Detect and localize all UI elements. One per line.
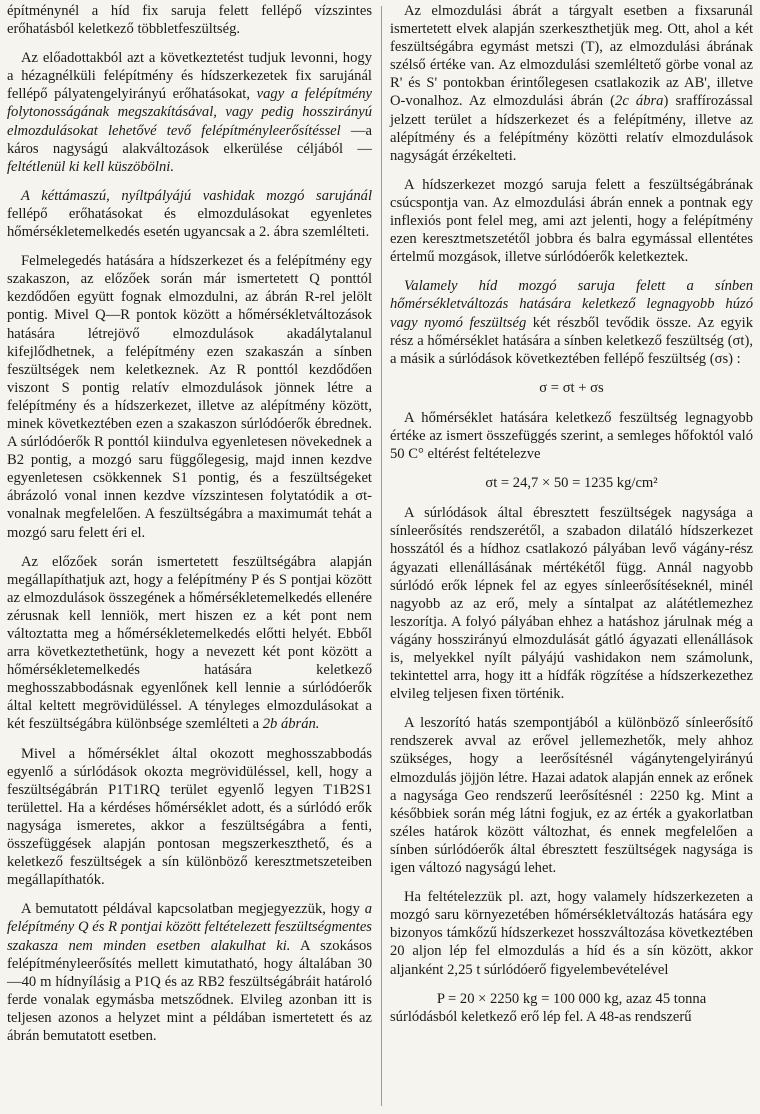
- left-column: [7, 2, 372, 1056]
- text-span: fellépő erőhatásokat és elmozdulásokat egyenletes hőmérsékletemelkedés esetén ugyancsak a 2. ábra szemlélteti.: [7, 205, 372, 241]
- text-span: —a káros nagyságú alakváltozások elkerülése céljából —: [7, 122, 372, 157]
- right-column: [390, 2, 753, 1037]
- formula: σ = σt + σs: [539, 379, 604, 396]
- paragraph: Mivel a hőmérséklet által okozott meghosszabbodás egyenlő a súrlódások okozta megrövidüléssel, kell, hogy a feszültségábrán P1T1RQ terület egyenlő legyen T1B2S1 területtel. Ha a kérdéses hőmérséklet adott, és a súrlódó erők nagysága ismeretes, akkor a feszültségábra a fenti, összefüggések alapján pontosan megszerkeszthető, és a keletkező feszültségek a sín különböző keresztmetszeteiben megállapíthatók.: [7, 745, 372, 889]
- text-span: ) sraffírozással jelzett terület a hídszerkezet és a felépítmény, illetve az alépítmény és a felépítmény közötti relatív elmozdulások nagyságát érzékelteti.: [390, 93, 753, 164]
- paragraph: Ha feltételezzük pl. azt, hogy valamely hídszerkezeten a mozgó saru környezetében hőmérsékletváltozás hatására egy bizonyos támkőzű hídszerkezet hosszváltozása következtében 20 aljon lép fel elmozdulás a híd és a sín között, akkor aljanként 2,25 t súrlódóerő figyelembevételével: [390, 889, 753, 978]
- paragraph: [7, 49, 372, 176]
- paragraph: A súrlódások által ébresztett feszültségek nagysága a sínleerősítés rendszerétől, a szabadon dilatáló hídszerkezet hosszától és a hídhoz csatlakozó pályában levő vágány-rész ágyazati ellenállásának mértékétől függ. Annál nagyobb súrlódó erők lépnek fel az egyes sínleerősítéseknél, minél nagyobb az az erő, mely a síntalpat az alátétlemezhez leszorítja. A folyó pályában ehhez a hatáshoz járulnak még a vágány hosszirányú elmozdulását gátló ágyazati ellenállások is, melyekkel nyílt pályájú vashidakon nem számolunk, tekintettel arra, hogy itt a hídfák rögzítése a hídszerkezethez elvileg teljesen fixen történik.: [390, 505, 753, 703]
- paragraph: [7, 187, 372, 241]
- text-span: Az elmozdulási ábrát a tárgyalt esetben a fixsarunál ismertetett elvek alapján szerkeszthetjük meg. Ott, ahol a két feszültségábra egymást metszi (T), az elmozdulási ábrának szélső értéke van. Az elmozdulási szemléltető görbe vonal az R' és S' pontokban érintőlegesen csatlakozik az AB', illetve O-vonalhoz. Az elmozdulási ábrán (: [390, 3, 753, 110]
- emphasis: Valamely híd mozgó saruja felett a sínben hőmérsékletváltozás hatására keletkező legnagyobb húzó vagy nyomó feszültség: [390, 278, 753, 331]
- paragraph: építménynél a híd fix saruja felett fellépő vízszintes erőhatásból keletkező többletfeszültség.: [7, 3, 372, 38]
- emphasis: 2c ábra: [615, 93, 664, 110]
- formula: σt = 24,7 × 50 = 1235 kg/cm²: [485, 475, 658, 492]
- paragraph: A hídszerkezet mozgó saruja felett a feszültségábrának csúcspontja van. Az elmozdulási ábrán ennek a pontnak egy inflexiós pont felel meg, ami azt jelenti, hogy a felépítmény ezen keresztmetszetétől jobbra és balra egymással ellentétes értelmű mozgások, illetve súrlódóerők keletkeztek.: [390, 176, 753, 266]
- emphasis: 2b ábrán.: [262, 716, 320, 733]
- paragraph: A hőmérséklet hatására keletkező feszültség legnagyobb értéke az ismert összefüggés szerint, a semleges hőfoktól való 50 C° eltérést feltételezve: [390, 409, 753, 463]
- paragraph: [390, 2, 753, 165]
- emphasis: feltétlenül ki kell küszöbölni.: [7, 158, 174, 175]
- paragraph: [390, 277, 753, 367]
- text-span: Az előadottakból azt a következtetést tudjuk levonni, hogy a hézagnélküli felépítmény és hídszerkezetek fix sarujánál fellépő pályatengelyirányú erőhatásokat,: [7, 50, 372, 103]
- emphasis: vagy a felépítmény folytonosságának megszakításával, vagy pedig hosszirányú elmozdulásokat lehetővé tevő felépítményleerősítéssel: [7, 86, 373, 139]
- text-span: A bemutatott példával kapcsolatban megjegyezzük, hogy: [21, 901, 365, 918]
- column-divider: [381, 6, 382, 1106]
- text-span: két részből tevődik össze. Az egyik rész a hőmérséklet hatására a sínben keletkező feszültség (σt), a másik a súrlódások következtében fellépő feszültség (σs) :: [390, 314, 753, 367]
- paragraph: [7, 900, 372, 1045]
- formula: P = 20 × 2250 kg = 100 000 kg, azaz 45 tonna: [436, 990, 707, 1007]
- emphasis: a felépítmény Q és R pontjai között feltételezett feszültségmentes szakasza nem minden esetben alakulhat ki.: [7, 901, 372, 954]
- paragraph: A leszorító hatás szempontjából a különböző sínleerősítő rendszerek avval az erővel jellemezhetők, mely ahhoz szükséges, hogy a leerősítésnél vágánytengelyirányú elmozdulás jöjjön létre. Hazai adatok alapján ennek az erőnek a nagysága Geo rendszerű leerősítésnél : 2250 kg. Mint a későbbiek során még látni fogjuk, ez az érték a gyakorlatban széles határok között változhat, és ennek megfelelően a sínben súrlódóerők által ébresztett feszültségek nagysága is igen változó nagyságú lehet.: [390, 715, 753, 877]
- text-span: Az előzőek során ismertetett feszültségábra alapján megállapíthatjuk azt, hogy a felépítmény P és S pontjai között az elmozdulások összegének a hőmérsékletemelkedés ellenére zérusnak kell lenniök, mert hiszen ez a két pont nem változtatta meg a hőmérsékletemelkedés előtti helyét. Ebből arra következtethetünk, hogy a nevezett két pont között a hőmérsékletemelkedés hatására keletkező meghosszabbodásnak egyenlőnek kell lennie a súrlódóerők által keltett megrövidüléssel. A tényleges elmozdulásokat a két feszültségábra különbsége szemlélteti a: [7, 553, 372, 733]
- paragraph: Felmelegedés hatására a hídszerkezet és a felépítmény egy szakaszon, az előzőek során már ismertetett Q ponttól kezdődően együtt fognak elmozdulni, az ábrán R-rel jelölt pontig. Mivel Q—R pontok között a hőmérsékletváltozások hatására létrejövő elmozdulások akadálytalanul kifejlődhetnek, a felépítmény ezen szakaszán a sínben feszültségek nem keletkeznek. Az R ponttól kezdődően viszont S pontig relatív elmozdulások jönnek létre a felépítmény és a hídszerkezet, illetve az alépítmény között, minek következtében ezen a szakaszon súrlódóerők ébrednek. A súrlódóerők R ponttól kiindulva egyenletesen növekednek a B2 pontig, a mozgó saru függőlegesig, majd innen kezdve egyenletesen csökkennek S1 pontig, és a feszültségeket ábrázoló vonal innen kezdve vízszintesen folytatódik a σt-vonalnak megfelelően. A feszültségábra a maximumát tehát a mozgó saru felett éri el.: [7, 253, 372, 541]
- paragraph: [7, 553, 372, 734]
- text-span: A szokásos felépítményleerősítés mellett kimutatható, hogy általában 30—40 m hídnyílásig a P1Q és az RB2 feszültségábráit határoló ferde vonalak egymásba metsződnek. Elvileg azonban itt is teljesen azonos a helyzet mint a példában ismertetett és az ábrán bemutatott esetben.: [7, 937, 373, 1044]
- paragraph: súrlódásból keletkező erő lép fel. A 48-as rendszerű: [390, 1008, 692, 1025]
- emphasis: A kéttámaszú, nyíltpályájú vashidak mozgó sarujánál: [21, 187, 372, 204]
